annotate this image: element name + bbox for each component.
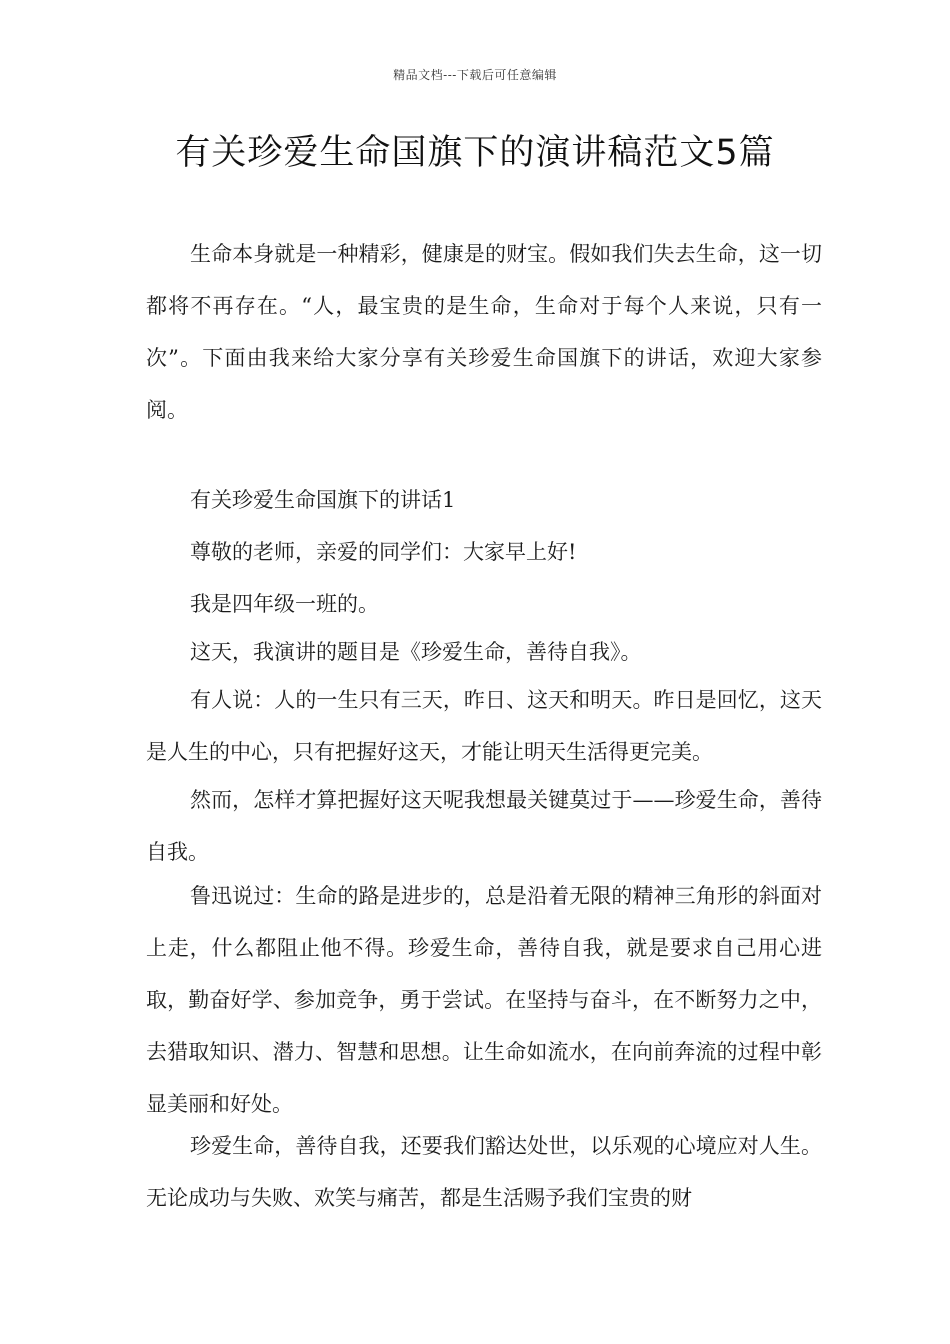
section-title: 有关珍爱生命国旗下的讲话1 — [190, 488, 456, 512]
document-title: 有关珍爱生命国旗下的演讲稿范文5篇 — [175, 133, 775, 173]
class-line: 我是四年级一班的。 — [190, 592, 379, 616]
luxun-paragraph: 鲁迅说过：生命的路是进步的，总是沿着无限的精神三角形的斜面对上走，什么都阻止他不得。珍爱生命，善待自我，就是要求自己用心进取，勤奋好学、参加竞争，勇于尝试。在坚持与奋斗，在不断努力之中，去猎取知识、潜力、智慧和思想。让生命如流水，在向前奔流的过程中彰显美丽和好处。 — [146, 884, 822, 1116]
header-note: 精品文档---下载后可任意编辑 — [393, 68, 557, 82]
optimism-paragraph: 珍爱生命，善待自我，还要我们豁达处世，以乐观的心境应对人生。无论成功与失败、欢笑与痛苦，都是生活赐予我们宝贵的财 — [146, 1134, 822, 1210]
three-days-paragraph: 有人说：人的一生只有三天，昨日、这天和明天。昨日是回忆，这天是人生的中心，只有把握好这天，才能让明天生活得更完美。 — [146, 688, 822, 764]
topic-line: 这天，我演讲的题目是《珍爱生命，善待自我》。 — [190, 640, 642, 664]
intro-paragraph: 生命本身就是一种精彩，健康是的财宝。假如我们失去生命，这一切都将不再存在。“人，最宝贵的是生命，生命对于每个人来说，只有一次”。下面由我来给大家分享有关珍爱生命国旗下的讲话，欢迎大家参阅。 — [146, 242, 822, 422]
however-paragraph: 然而，怎样才算把握好这天呢我想最关键莫过于——珍爱生命，善待自我。 — [146, 788, 822, 864]
greeting-line: 尊敬的老师，亲爱的同学们：大家早上好! — [190, 540, 577, 564]
